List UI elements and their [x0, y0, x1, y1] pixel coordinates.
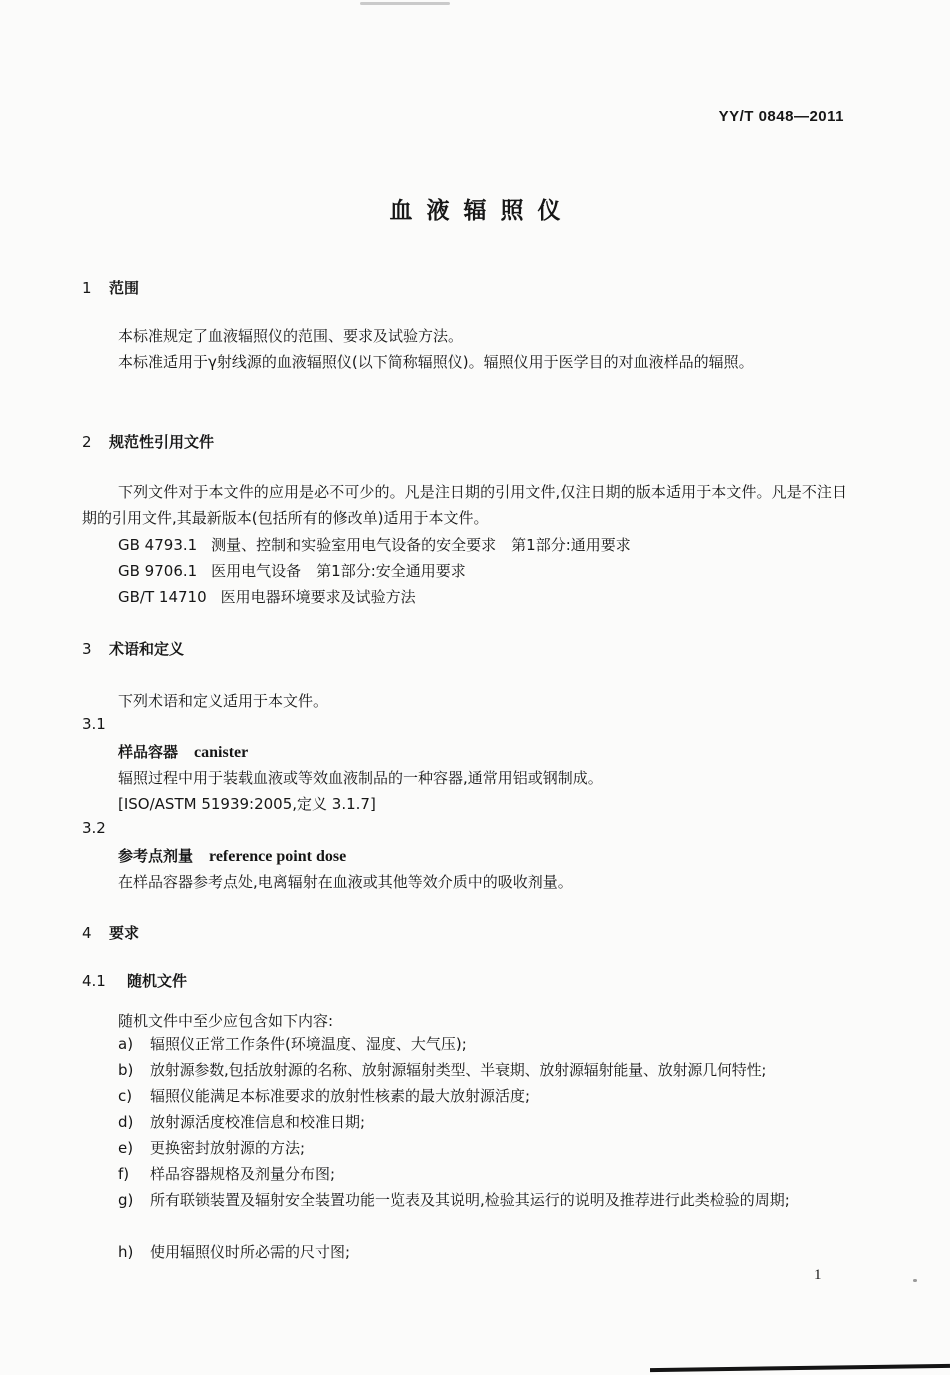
term-number: 3.1	[82, 715, 106, 733]
section-4-heading	[82, 922, 139, 943]
list-intro: 随机文件中至少应包含如下内容:	[118, 1012, 334, 1030]
reference-code: GB 4793.1	[118, 536, 198, 554]
list-item	[118, 1239, 848, 1265]
list-item	[118, 1161, 848, 1187]
list-marker: h)	[118, 1243, 134, 1261]
term-definition: 在样品容器参考点处,电离辐射在血液或其他等效介质中的吸收剂量。	[118, 873, 573, 891]
list-marker: e)	[118, 1139, 134, 1157]
scan-speck	[360, 2, 450, 5]
term-number: 3.2	[82, 819, 106, 837]
subsection-title: 随机文件	[127, 972, 188, 990]
list-marker: f)	[118, 1165, 130, 1183]
reference-title: 医用电器环境要求及试验方法	[220, 588, 416, 606]
page-number: 1	[814, 1267, 822, 1283]
scope-paragraph-2: 本标准适用于γ射线源的血液辐照仪(以下简称辐照仪)。辐照仪用于医学目的对血液样品的辐照。	[118, 353, 754, 371]
list-item	[118, 1083, 848, 1109]
section-title: 规范性引用文件	[109, 433, 215, 451]
list-text: 放射源活度校准信息和校准日期;	[150, 1113, 366, 1131]
list-text: 使用辐照仪时所必需的尺寸图;	[150, 1243, 351, 1261]
list-text: 放射源参数,包括放射源的名称、放射源辐射类型、半衰期、放射源辐射能量、放射源几何特性;	[150, 1061, 767, 1079]
section-1-heading	[82, 277, 139, 298]
reference-code: GB/T 14710	[118, 588, 207, 606]
section-title: 范围	[109, 279, 140, 297]
section-number: 4	[82, 924, 92, 942]
section-2-heading	[82, 431, 214, 452]
list-item	[118, 1031, 848, 1057]
list-marker: a)	[118, 1035, 134, 1053]
list-item	[118, 1057, 848, 1083]
reference-code: GB 9706.1	[118, 562, 198, 580]
section-number: 3	[82, 640, 92, 658]
list-marker: d)	[118, 1113, 134, 1131]
reference-title: 测量、控制和实验室用电气设备的安全要求 第1部分:通用要求	[211, 536, 631, 554]
scan-edge-line	[650, 1364, 950, 1372]
term-english: reference point dose	[209, 848, 347, 865]
reference-item	[118, 534, 631, 555]
section-number: 2	[82, 433, 92, 451]
term-chinese: 样品容器	[118, 743, 179, 761]
section-number: 1	[82, 279, 92, 297]
term-chinese: 参考点剂量	[118, 847, 194, 865]
term-heading	[118, 845, 346, 866]
term-source: [ISO/ASTM 51939:2005,定义 3.1.7]	[118, 795, 376, 813]
list-item	[118, 1109, 848, 1135]
scan-speck	[913, 1279, 917, 1282]
subsection-number: 4.1	[82, 972, 106, 990]
list-item	[118, 1135, 848, 1161]
normative-references-paragraph: 下列文件对于本文件的应用是必不可少的。凡是注日期的引用文件,仅注日期的版本适用于本文件。凡是不注日期的引用文件,其最新版本(包括所有的修改单)适用于本文件。	[82, 483, 847, 527]
document-title: 血液辐照仪	[389, 198, 575, 224]
reference-title: 医用电气设备 第1部分:安全通用要求	[211, 562, 466, 580]
list-text: 所有联锁装置及辐射安全装置功能一览表及其说明,检验其运行的说明及推荐进行此类检验的周期;	[150, 1191, 790, 1209]
list-marker: b)	[118, 1061, 134, 1079]
reference-item	[118, 586, 416, 607]
section-title: 术语和定义	[109, 640, 185, 658]
list-item	[118, 1187, 848, 1213]
terms-intro: 下列术语和定义适用于本文件。	[118, 692, 329, 710]
section-3-heading	[82, 638, 184, 659]
standard-number: YY/T 0848—2011	[718, 108, 844, 125]
term-english: canister	[194, 744, 249, 761]
list-text: 辐照仪能满足本标准要求的放射性核素的最大放射源活度;	[150, 1087, 531, 1105]
scope-paragraph-1: 本标准规定了血液辐照仪的范围、要求及试验方法。	[118, 327, 464, 345]
list-marker: g)	[118, 1191, 134, 1209]
list-text: 样品容器规格及剂量分布图;	[150, 1165, 336, 1183]
reference-item	[118, 560, 466, 581]
section-title: 要求	[109, 924, 140, 942]
term-heading	[118, 741, 248, 762]
list-text: 辐照仪正常工作条件(环境温度、湿度、大气压);	[150, 1035, 467, 1053]
list-text: 更换密封放射源的方法;	[150, 1139, 306, 1157]
subsection-4-1-heading	[82, 970, 187, 991]
list-marker: c)	[118, 1087, 133, 1105]
term-definition: 辐照过程中用于装载血液或等效血液制品的一种容器,通常用铝或钢制成。	[118, 769, 603, 787]
